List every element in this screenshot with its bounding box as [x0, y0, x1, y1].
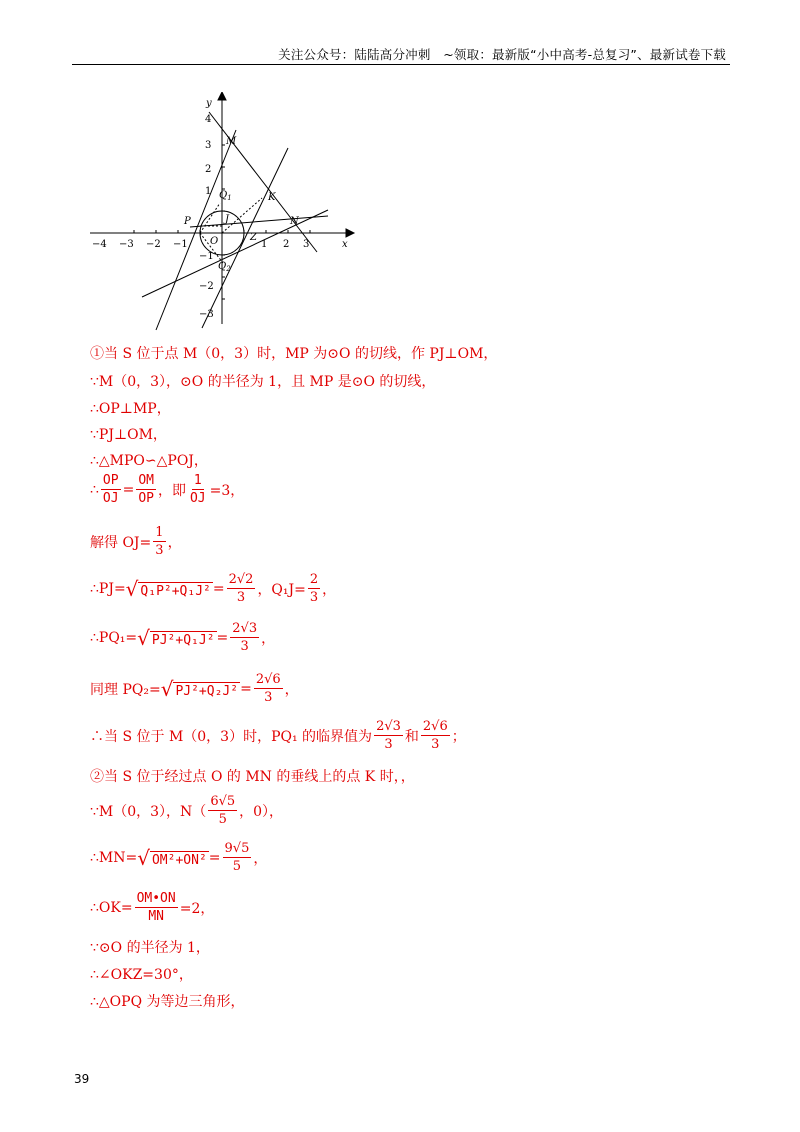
x-axis-label: x	[342, 239, 348, 250]
x-tick-label: 3	[303, 239, 310, 250]
text-line-18: ∴△OPQ 为等边三角形，	[90, 994, 245, 1010]
x-axis-arrow	[346, 229, 354, 237]
y-tick-label: 4	[205, 114, 212, 125]
coordinate-figure	[84, 92, 364, 332]
y-tick-label: −2	[199, 281, 214, 292]
x-tick-label: 2	[283, 239, 290, 250]
point-z-label: Z	[250, 232, 257, 243]
point-n-label: N	[290, 216, 299, 227]
text-line-13: ∵M（0，3），N（ $\frac{6√5}{5}$ ，0），	[90, 794, 284, 827]
x-tick-label: 1	[261, 239, 268, 250]
point-q1-label: $Q_1$	[219, 190, 232, 202]
fraction: $\frac{OM}{OP}$	[138, 473, 154, 506]
page-number: 39	[74, 1072, 90, 1086]
text-line-8: ∴PJ= √ Q₁P²+Q₁J² = $\frac{2√2}{3}$ ，Q₁J= $\frac{2}{3}$ ，	[90, 572, 337, 605]
line-mp	[156, 130, 236, 330]
fraction: $\frac{6√5}{5}$	[210, 794, 236, 827]
text-line-4: ∵PJ⊥OM，	[90, 427, 167, 443]
x-tick-label: −3	[119, 239, 134, 250]
sqrt-expression: √ OM²+ON²	[137, 845, 207, 870]
fraction: $\frac{OP}{OJ}$	[102, 473, 119, 506]
fraction: $\frac{1}{3}$	[155, 525, 164, 558]
y-axis-label: y	[206, 98, 212, 109]
text-line-10: 同理 PQ₂= √ PJ²+Q₂J² = $\frac{2√6}{3}$ ，	[90, 672, 299, 705]
text-line-5: ∴△MPO∽△POJ，	[90, 453, 208, 469]
origin-label: O	[210, 236, 219, 247]
x-tick-label: −1	[173, 239, 188, 250]
line-pn	[190, 216, 328, 227]
point-k-label: K	[268, 192, 276, 203]
fraction: $\frac{2√6}{3}$	[255, 672, 281, 705]
text-line-14: ∴MN= √ OM²+ON² = $\frac{9√5}{5}$ ，	[90, 841, 268, 874]
y-tick-label: −1	[199, 251, 214, 262]
point-j-label: J	[225, 214, 230, 225]
page-header: 关注公众号：陆陆高分冲刺 ~领取：最新版“小中高考-总复习”、最新试卷下载	[278, 47, 726, 62]
text-line-2: ∵M（0，3），⊙O 的半径为 1，且 MP 是⊙O 的切线，	[90, 374, 436, 390]
x-tick-label: −4	[92, 239, 107, 250]
y-tick-label: 2	[205, 164, 212, 175]
fraction: $\frac{2√6}{3}$	[422, 719, 448, 752]
sqrt-expression: √ PJ²+Q₁J²	[137, 625, 215, 650]
text-line-9: ∴PQ₁= √ PJ²+Q₁J² = $\frac{2√3}{3}$ ，	[90, 621, 276, 654]
header-rule	[72, 64, 730, 65]
fraction: $\frac{2√3}{3}$	[376, 719, 401, 752]
y-tick-label: 1	[205, 186, 212, 197]
fraction: $\frac{2√3}{3}$	[232, 621, 258, 654]
line-mn	[209, 112, 317, 252]
dashed-pq1	[200, 203, 220, 233]
text-line-17: ∴∠OKZ=30°，	[90, 967, 193, 983]
fraction: $\frac{9√5}{5}$	[224, 841, 250, 874]
text-line-11: ∴当 S 位于 M（0，3）时，PQ₁ 的临界值为 $\frac{2√3}{3}$ 和 $\frac{2√6}{3}$ ；	[90, 719, 466, 752]
y-axis-arrow	[218, 92, 226, 100]
text-line-7: 解得 OJ= $\frac{1}{3}$ ，	[90, 525, 182, 558]
point-m-label: M	[226, 136, 237, 147]
text-line-16: ∵⊙O 的半径为 1，	[90, 940, 210, 956]
text-line-1: ①当 S 位于点 M（0，3）时，MP 为⊙O 的切线，作 PJ⊥OM，	[90, 346, 498, 362]
point-q2-label: $Q_2$	[218, 261, 231, 273]
y-tick-label: −3	[199, 309, 214, 320]
text-line-15: ∴OK= $\frac{OM•ON}{MN}$ =2，	[90, 891, 215, 924]
sqrt-expression: √ PJ²+Q₂J²	[160, 676, 239, 701]
y-tick-label: 3	[205, 140, 212, 151]
text-line-6: ∴ $\frac{OP}{OJ}$ = $\frac{OM}{OP}$ ，即 $\frac{1}{OJ}$ =3，	[90, 473, 245, 506]
fraction: $\frac{2}{3}$	[309, 572, 319, 605]
fraction: $\frac{OM•ON}{MN}$	[136, 891, 176, 924]
sqrt-expression: √ Q₁P²+Q₁J²	[125, 576, 211, 601]
text-line-12: ②当 S 位于经过点 O 的 MN 的垂线上的点 K 时，，	[90, 769, 415, 785]
fraction: $\frac{1}{OJ}$	[189, 473, 206, 506]
x-tick-label: −2	[146, 239, 161, 250]
text-line-3: ∴OP⊥MP，	[90, 401, 171, 417]
fraction: $\frac{2√2}{3}$	[228, 572, 254, 605]
point-p-label: P	[184, 216, 191, 227]
